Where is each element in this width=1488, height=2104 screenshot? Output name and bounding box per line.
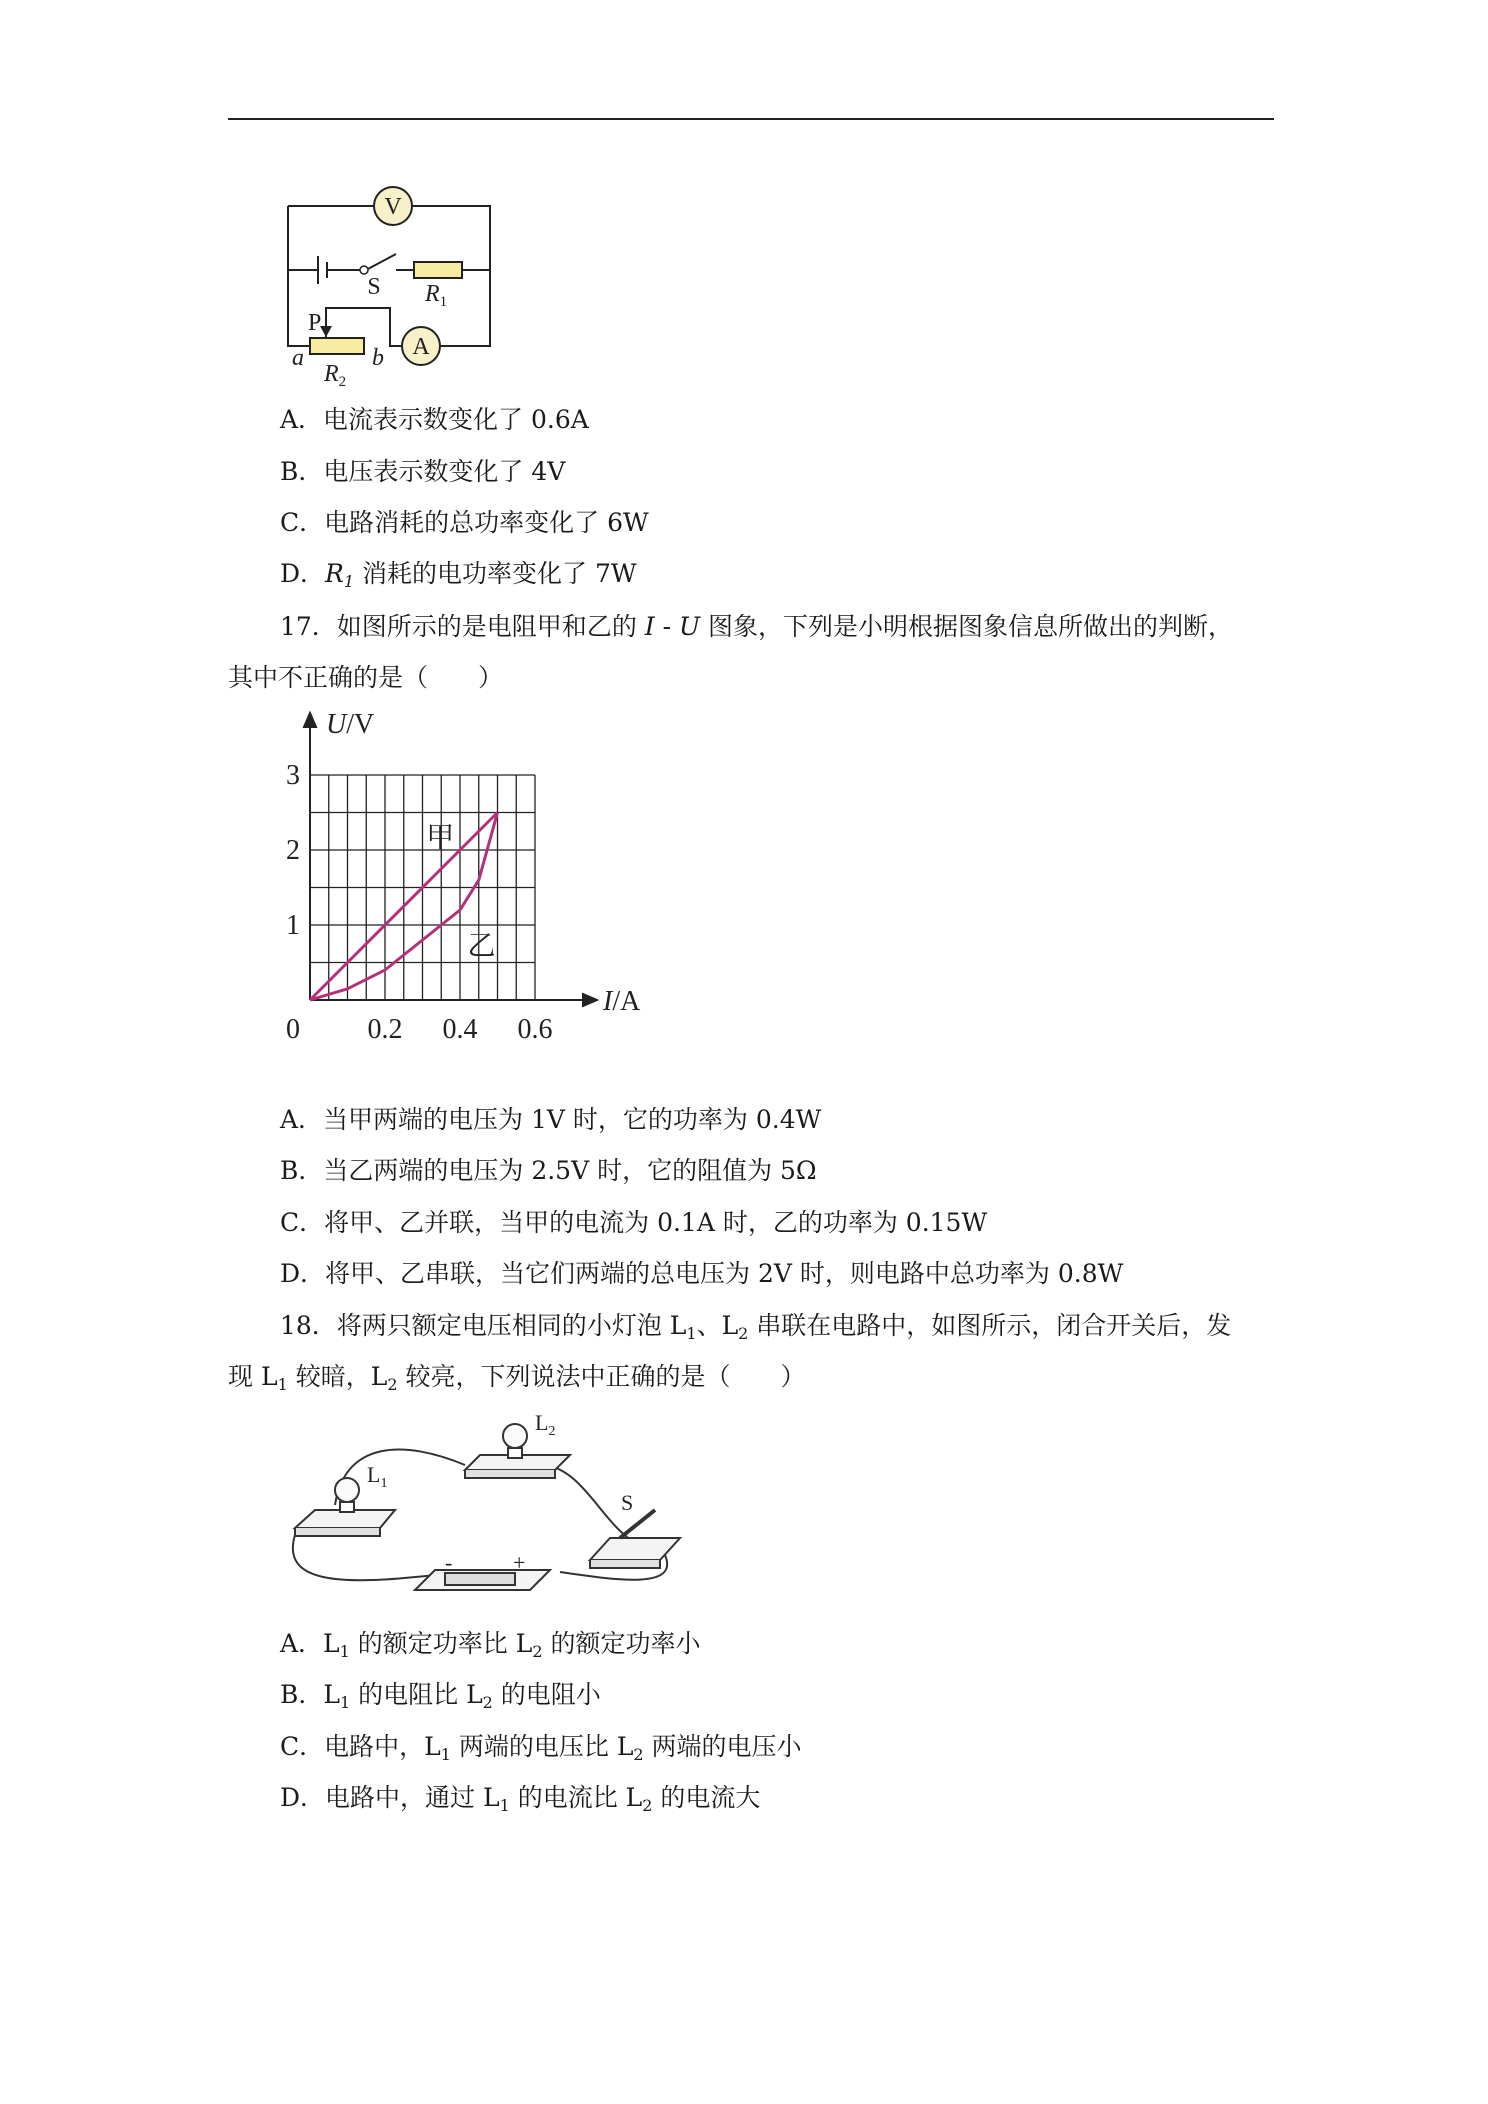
switch-pivot-icon — [360, 266, 368, 274]
q18-stem-line2: 现 $L_1$ 较暗，$L_2$ 较亮，下列说法中正确的是（ ） — [228, 1362, 806, 1394]
series-label-yi: 乙 — [467, 931, 496, 962]
q17-option-a: A．当甲两端的电压为 1V 时，它的功率为 0.4W — [280, 1105, 822, 1134]
q16-option-b: B．电压表示数变化了 4V — [280, 457, 566, 486]
r2-label: $R_2$ — [324, 361, 347, 390]
lamp-circuit-figure — [285, 1410, 695, 1610]
x-axis-title: I/A — [603, 986, 641, 1017]
q17-option-d: D．将甲、乙串联，当它们两端的总电压为 2V 时，则电路中总功率为 0.8W — [280, 1259, 1124, 1288]
switch-s-label: S — [621, 1490, 634, 1515]
battery-minus-label: - — [445, 1550, 453, 1575]
q16-option-a: A．电流表示数变化了 0.6A — [280, 405, 589, 434]
y-tick-label: 1 — [286, 910, 300, 941]
q16-option-d: D．$R_1$ 消耗的电功率变化了 7W — [280, 559, 637, 591]
slider-arrow-icon — [320, 326, 332, 337]
header-rule — [228, 118, 1274, 120]
q17-option-b: B．当乙两端的电压为 2.5V 时，它的阻值为 5Ω — [280, 1156, 817, 1185]
q18-option-b: B．$L_1$ 的电阻比 $L_2$ 的电阻小 — [280, 1680, 601, 1712]
q18-option-a: A．$L_1$ 的额定功率比 $L_2$ 的额定功率小 — [280, 1629, 701, 1661]
y-axis-arrow-icon — [304, 713, 316, 727]
y-tick-label: 2 — [286, 835, 300, 866]
end-a-label: a — [292, 345, 304, 371]
l1-label: $L_1$ — [367, 1462, 388, 1491]
series-label-jia: 甲 — [426, 822, 455, 854]
bulb-l1-icon — [335, 1478, 359, 1512]
q16-option-c: C．电路消耗的总功率变化了 6W — [280, 508, 649, 537]
q18-option-d: D．电路中，通过 $L_1$ 的电流比 $L_2$ 的电流大 — [280, 1783, 761, 1815]
y-axis-title: U/V — [326, 709, 375, 740]
q18-option-c: C．电路中，$L_1$ 两端的电压比 $L_2$ 两端的电压小 — [280, 1732, 802, 1764]
circuit-diagram-q16 — [280, 180, 520, 400]
origin-label: 0 — [286, 1014, 300, 1045]
end-b-label: b — [372, 345, 384, 371]
ammeter-label: A — [412, 334, 430, 360]
battery-plus-label: + — [513, 1550, 526, 1575]
q17-stem-line1: 17．如图所示的是电阻甲和乙的 I - U 图象，下列是小明根据图象信息所做出的判断， — [280, 612, 1234, 641]
slider-label: P — [308, 310, 322, 336]
q17-option-c: C．将甲、乙并联，当甲的电流为 0.1A 时，乙的功率为 0.15W — [280, 1208, 988, 1237]
y-tick-label: 3 — [286, 760, 300, 791]
q17-stem-line2: 其中不正确的是（ ） — [228, 663, 504, 692]
resistor-r1 — [414, 262, 462, 278]
q18-stem-line1: 18．将两只额定电压相同的小灯泡 $L_1$、$L_2$ 串联在电路中，如图所示，闭合开关后，发 — [280, 1311, 1232, 1343]
l2-label: $L_2$ — [535, 1410, 556, 1439]
iu-chart — [280, 709, 660, 1045]
resistor-r2 — [310, 338, 364, 354]
switch-label: S — [367, 274, 381, 300]
x-tick-label: 0.6 — [517, 1014, 553, 1045]
x-tick-label: 0.2 — [367, 1014, 403, 1045]
x-axis-arrow-icon — [583, 994, 597, 1006]
x-tick-label: 0.4 — [442, 1014, 478, 1045]
voltmeter-label: V — [384, 194, 402, 220]
r1-label: $R_1$ — [425, 281, 448, 310]
bulb-l2-icon — [503, 1424, 527, 1458]
